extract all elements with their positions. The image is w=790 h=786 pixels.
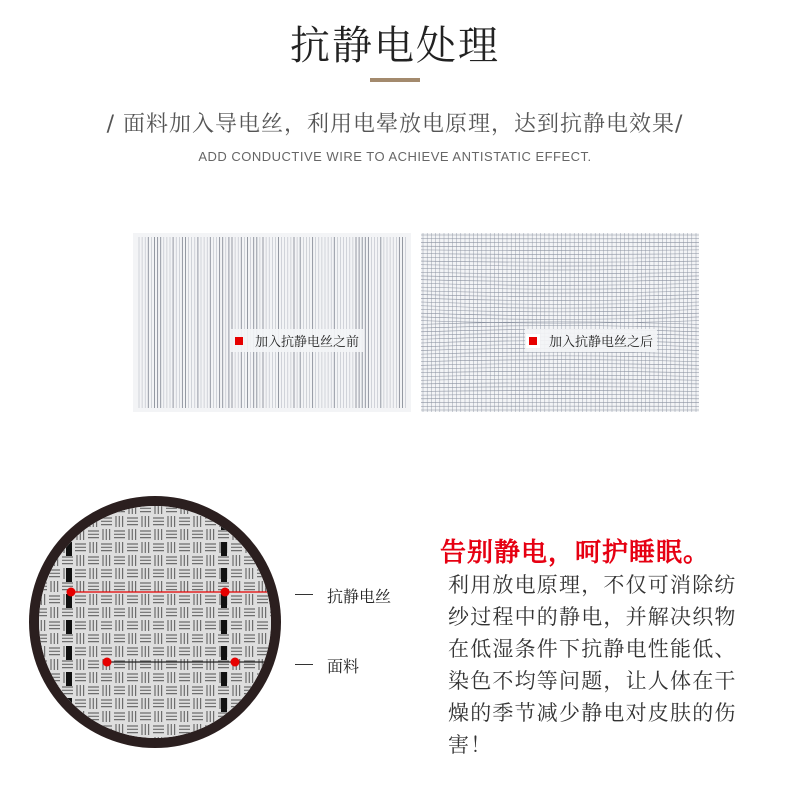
- fabric-leader-line: [295, 664, 313, 665]
- red-marker-icon: [529, 337, 537, 345]
- wire-leader-line: [295, 594, 313, 595]
- subtitle-english: ADD CONDUCTIVE WIRE TO ACHIEVE ANTISTATIC EFFECT.: [198, 149, 592, 164]
- page-title: 抗静电处理: [290, 23, 500, 69]
- after-label: [525, 329, 657, 352]
- grid-lines-texture: [421, 233, 699, 412]
- fabric-magnifier: [29, 496, 281, 748]
- wire-callout: 抗静电丝: [327, 587, 392, 606]
- subtitle-chinese: / 面料加入导电丝，利用电晕放电原理，达到抗静电效果/: [106, 112, 684, 137]
- after-label-text: 加入抗静电丝之后: [549, 335, 654, 350]
- feature-body: 利用放电原理，不仅可消除纺纱过程中的静电，并解决织物在低湿条件下抗静电性能低、染色不均等问题，让人体在干燥的季节减少静电对皮肤的伤害！: [448, 573, 737, 757]
- after-panel: [421, 233, 699, 412]
- title-divider: [370, 78, 420, 82]
- vertical-lines-texture: [133, 233, 411, 412]
- before-label-text: 加入抗静电丝之前: [255, 335, 360, 350]
- weave-pattern: [39, 506, 271, 738]
- before-label: [231, 329, 363, 352]
- feature-headline: 告别静电，呵护睡眠。: [440, 538, 711, 568]
- before-panel: [133, 233, 411, 412]
- red-marker-icon: [235, 337, 243, 345]
- fabric-weave-closeup: [39, 506, 271, 738]
- fabric-callout: 面料: [327, 657, 360, 676]
